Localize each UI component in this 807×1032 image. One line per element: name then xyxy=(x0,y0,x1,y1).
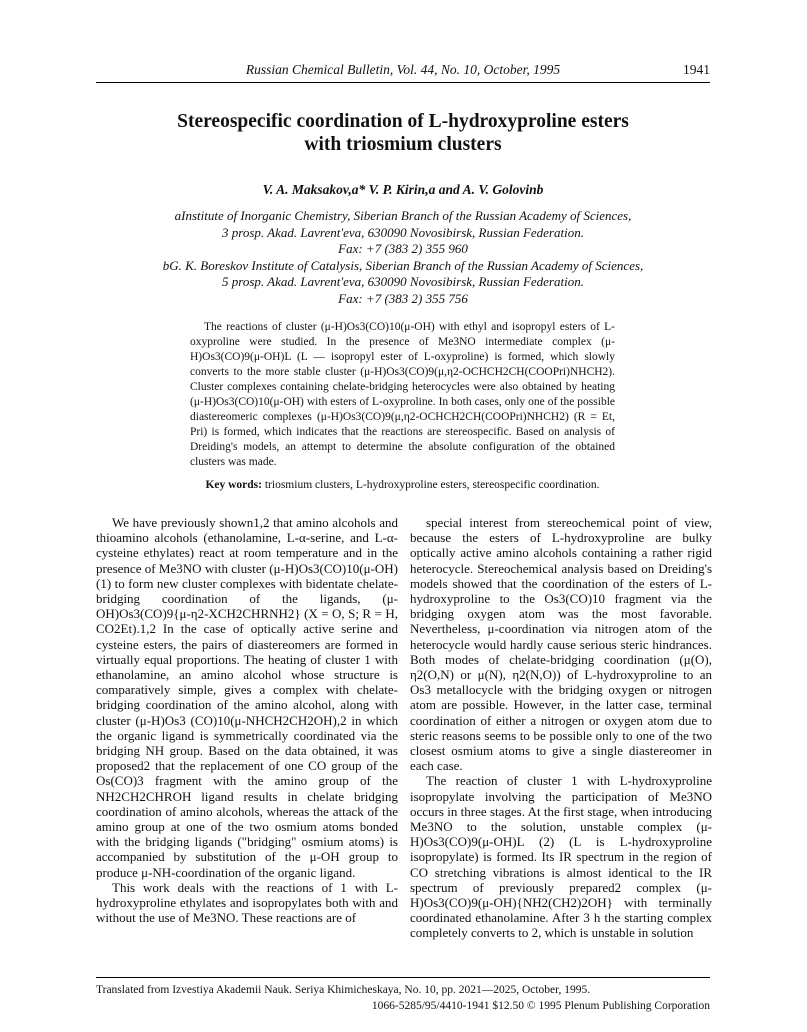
translation-note: Translated from Izvestiya Akademii Nauk. Seriya Khimicheskaya, No. 10, pp. 2021—2025, October, 1995. xyxy=(96,984,591,996)
keywords-label: Key words: xyxy=(205,479,262,491)
affiliation-line: bG. K. Boreskov Institute of Catalysis, Siberian Branch of the Russian Academy of Sciences, xyxy=(162,257,644,273)
title-line-1: Stereospecific coordination of L-hydroxyproline esters xyxy=(177,111,629,132)
affiliation-line: Fax: +7 (383 2) 355 960 xyxy=(338,241,468,256)
keywords-text: triosmium clusters, L-hydroxyproline esters, stereospecific coordination. xyxy=(264,479,600,491)
journal-citation: Russian Chemical Bulletin, Vol. 44, No. 10, October, 1995 xyxy=(245,62,561,77)
body-paragraph: This work deals with the reactions of 1 with L-hydroxyproline ethylates and isopropylates both with and without the use of Me3NO. These reactions are of xyxy=(96,879,398,926)
affiliation-line: 5 prosp. Akad. Lavrent'eva, 630090 Novosibirsk, Russian Federation. xyxy=(222,274,584,289)
copyright-line: 1066-5285/95/4410-1941 $12.50 © 1995 Plenum Publishing Corporation xyxy=(371,1000,710,1012)
body-paragraph: The reaction of cluster 1 with L-hydroxyproline isopropylate involving the participation of Me3NO occurs in three stages. At the first stage, when introducing Me3NO to the solution, unstable complex (μ-H)Os3(CO)9(μ-OH)L (2) (L is L-hydroxyproline isopropylate) is formed. Its IR spectrum in the region of CO stretching vibrations is almost identical to the IR spectrum of previously prepared2 complex (μ-H)Os3(CO)9(μ-OH){NH2(CH2)2OH} with terminally coordinated ethanolamine. After 3 h the starting complex completely converts to 2, which is unstable in solution xyxy=(410,773,712,941)
body-column-left xyxy=(96,515,398,925)
author-list: V. A. Maksakov,a* V. P. Kirin,a and A. V. Golovinb xyxy=(262,182,544,197)
abstract-text: The reactions of cluster (μ-H)Os3(CO)10(μ-OH) with ethyl and isopropyl esters of L-oxyproline were studied. In the presence of Me3NO intermediate complex (μ-H)Os3(CO)9(μ-OH)L (L — isopropyl ester of L-oxyproline) is formed, which slowly converts to the more stable cluster (μ-H)Os3(CO)9(μ,η2-OCHCH2CH(COOPri)NHCH2). Cluster complexes containing chelate-bridging heterocycles were also obtained by heating (μ-H)Os3(CO)10(μ-OH) with esters of L-oxyproline. In both cases, only one of the possible diastereomeric complexes (μ-H)Os3(CO)9(μ,η2-OCHCH2CH(COOPri)NHCH2) (R = Et, Pri) is formed, which indicates that the reactions are stereospecific. Based on analysis of Dreiding's models, an attempt to determine the absolute configuration of the obtained clusters was made. xyxy=(190,321,615,468)
affiliation-line: 3 prosp. Akad. Lavrent'eva, 630090 Novosibirsk, Russian Federation. xyxy=(222,224,584,240)
page-footer xyxy=(96,977,710,1014)
affiliation-line: aInstitute of Inorganic Chemistry, Siberian Branch of the Russian Academy of Sciences, xyxy=(174,208,632,223)
affiliations xyxy=(96,208,710,307)
keywords xyxy=(190,478,615,493)
body-paragraph: We have previously shown1,2 that amino alcohols and thioamino alcohols (ethanolamine, L-α-serine, and L-α-cysteine ethylates) react at room temperature and in the presence of Me3NO with cluster (μ-H)Os3(CO)10(μ-OH) (1) to form new cluster complexes with bidentate chelate-bridging coordination of the ligands, (μ-OH)Os3(CO)9{μ-η2-XCH2CHRNH2} (X = O, S; R = H, CO2Et).1,2 In the case of optically active serine and cysteine esters, the pairs of diastereomers are formed in virtually equal proportions. The heating of cluster 1 with ethanolamine, an amino alcohol whose structure is comparatively simple, gives a complex with chelate-bridging coordination of the amino alcohol, along with cluster (μ-H)Os3 (CO)10(μ-NHCH2CH2OH),2 in which the organic ligand is symmetrically coordinated via the bridging NH group. Based on the data obtained, it was proposed2 that the replacement of one CO group of the Os(CO)3 fragment with the amino group of the NH2CH2CHROH ligand results in chelate bridging coordination of amino alcohols, whereas the attack of the amino group at one of the two osmium atoms bonded with the bridging ligands ("bridging" osmium atoms) is accompanied by substitution of the μ-OH group to produce μ-NH-coordination of the organic ligand. xyxy=(96,515,398,880)
abstract xyxy=(190,320,615,493)
body-column-right xyxy=(410,515,712,941)
title-line-2: with triosmium clusters xyxy=(304,134,502,155)
page-number: 1941 xyxy=(683,62,710,77)
body-paragraph: special interest from stereochemical point of view, because the esters of L-hydroxyproline are bulky optically active amino alcohols containing a rather rigid heterocycle. Stereochemical analysis based on Dreiding's models showed that the coordination of the esters of L-hydroxyproline to the Os3(CO)10 fragment via the bridging oxygen atom was the most favorable. Nevertheless, μ-coordination via nitrogen atom of the heterocycle would hardly cause serious steric hindrances. Both modes of chelate-bridging coordination (μ(O), η2(O,N) or μ(N), η2(N,O)) of L-hydroxyproline to an Os3 metallocycle with the bridging oxygen or nitrogen atom are possible. However, in the latter case, terminal coordination of either a nitrogen or oxygen atom due to steric reasons seems to be possible only to one of the two closest osmium atoms to give a single diastereomer in each case. xyxy=(410,515,712,774)
affiliation-line: Fax: +7 (383 2) 355 756 xyxy=(338,290,468,306)
article-title xyxy=(96,110,710,156)
running-header xyxy=(96,62,710,83)
